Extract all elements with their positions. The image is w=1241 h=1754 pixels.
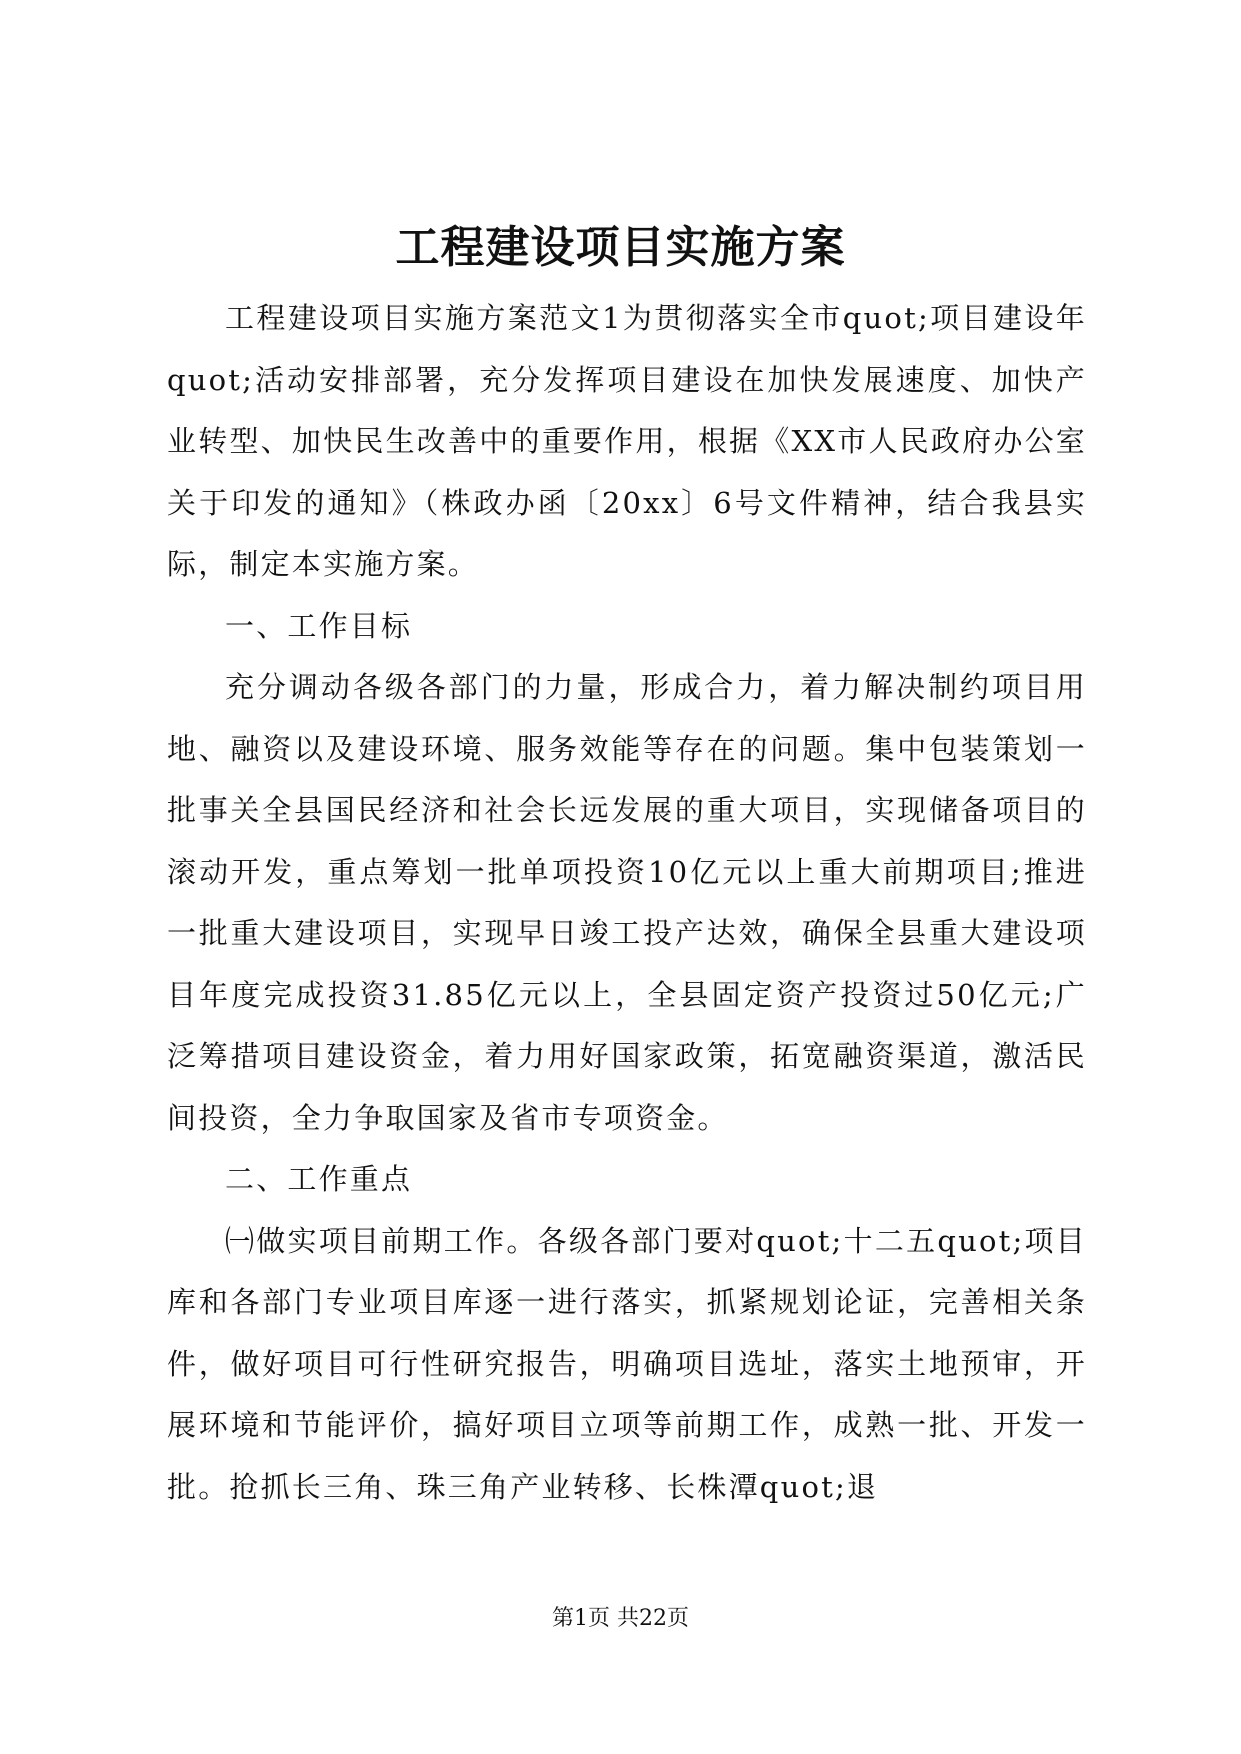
- goals-paragraph: 充分调动各级各部门的力量，形成合力，着力解决制约项目用地、融资以及建设环境、服务效能等存在的问题。集中包装策划一批事关全县国民经济和社会长远发展的重大项目，实现储备项目的滚动开发，重点筹划一批单项投资10亿元以上重大前期项目;推进一批重大建设项目，实现早日竣工投产达效，确保全县重大建设项目年度完成投资31.85亿元以上，全县固定资产投资过50亿元;广泛筹措项目建设资金，着力用好国家政策，拓宽融资渠道，激活民间投资，全力争取国家及省市专项资金。: [167, 670, 1087, 1135]
- section-heading-1: 一、工作目标: [225, 608, 413, 643]
- document-title: 工程建设项目实施方案: [395, 222, 846, 273]
- section-heading-2: 二、工作重点: [225, 1162, 413, 1196]
- document-body: [167, 288, 1087, 1518]
- focus-paragraph: ㈠做实项目前期工作。各级各部门要对quot;十二五quot;项目库和各部门专业项目库逐一进行落实，抓紧规划论证，完善相关条件，做好项目可行性研究报告，明确项目选址，落实土地预审，开展环境和节能评价，搞好项目立项等前期工作，成熟一批、开发一批。抢抓长三角、珠三角产业转移、长株潭quot;退: [167, 1223, 1087, 1504]
- intro-paragraph: 工程建设项目实施方案范文1为贯彻落实全市quot;项目建设年quot;活动安排部署，充分发挥项目建设在加快发展速度、加快产业转型、加快民生改善中的重要作用，根据《XX市人民政府办公室关于印发的通知》（株政办函〔20xx〕6号文件精神，结合我县实际，制定本实施方案。: [167, 301, 1087, 581]
- page-footer: 第1页 共22页: [552, 1606, 689, 1631]
